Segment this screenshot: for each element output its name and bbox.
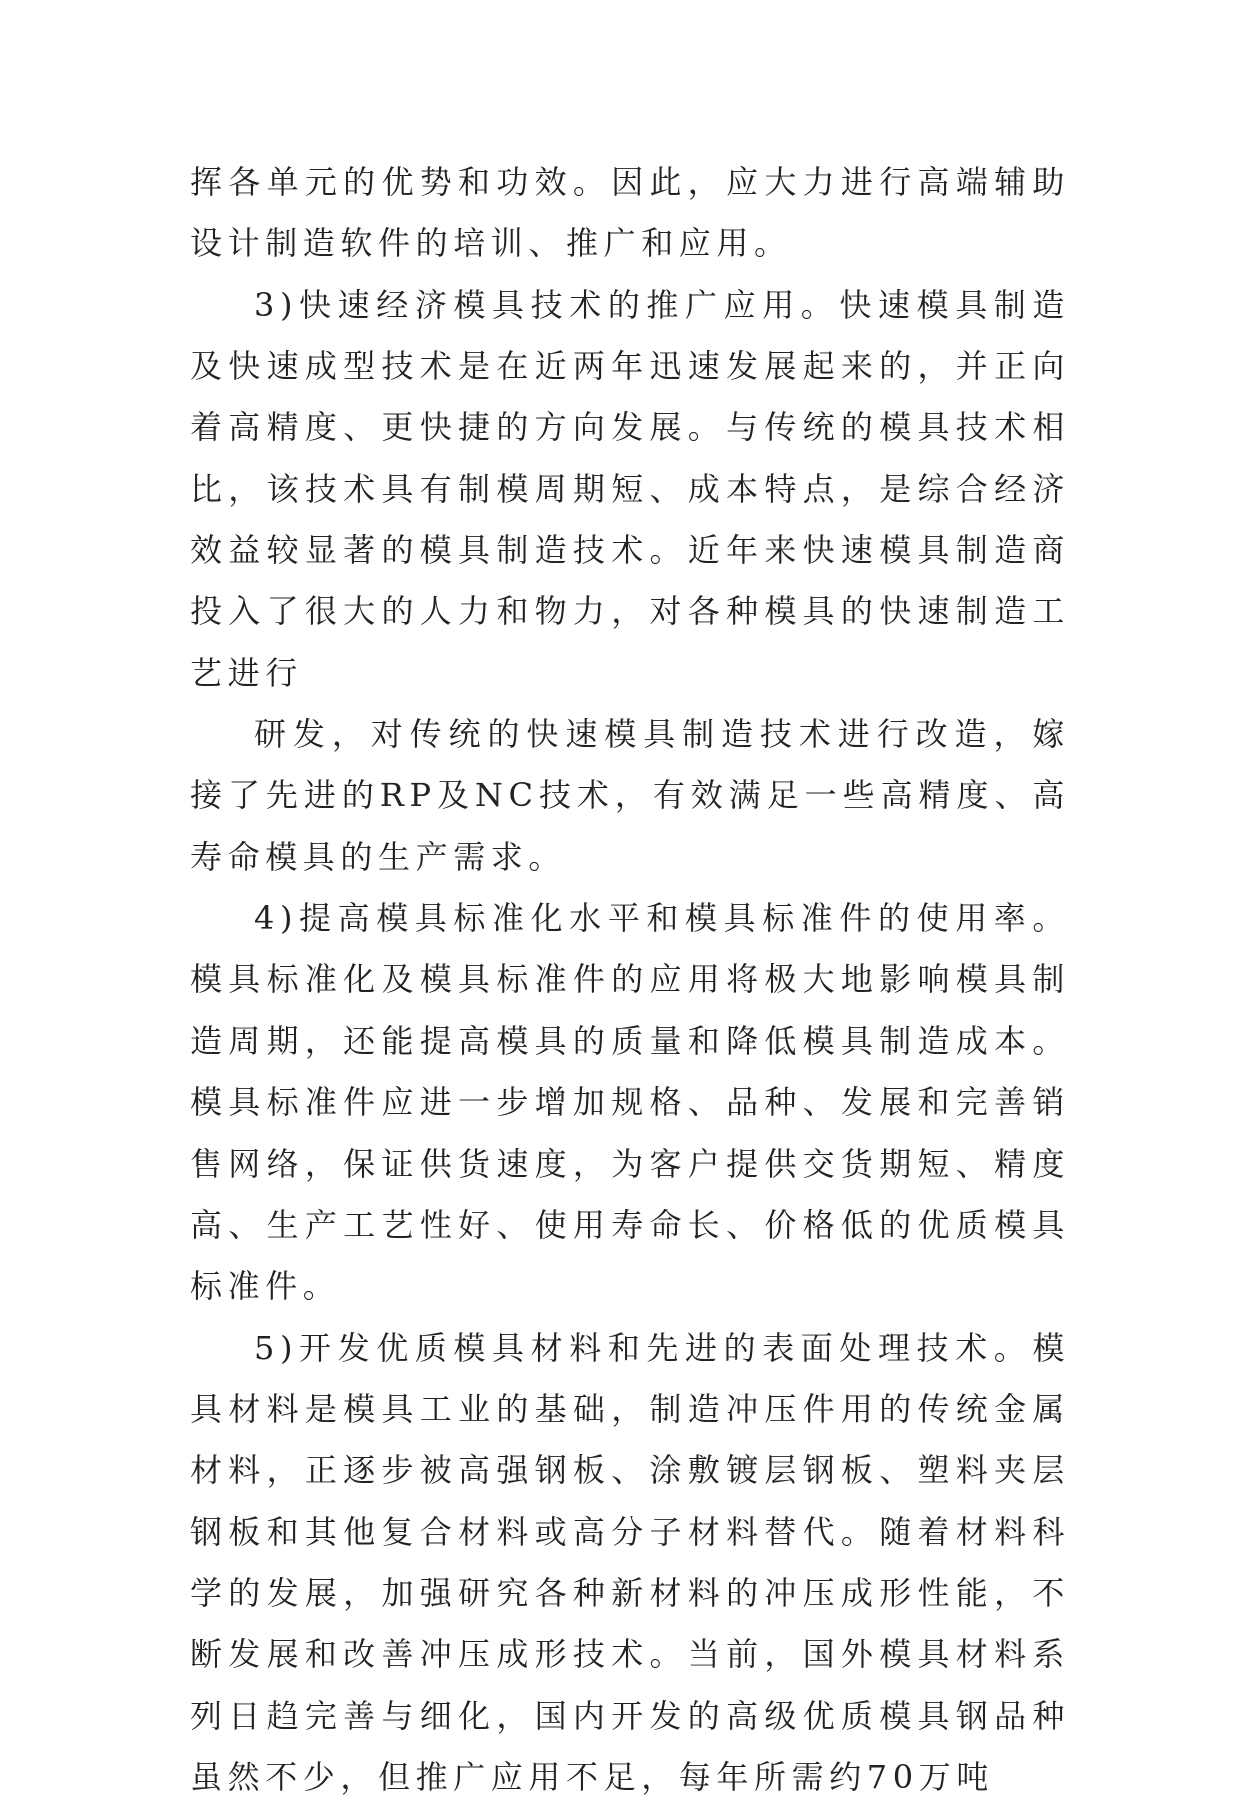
paragraph-4: 4)提高模具标准化水平和模具标准件的使用率。模具标准化及模具标准件的应用将极大地影响模具制造周期，还能提高模具的质量和降低模具制造成本。模具标准件应进一步增加规格、品种、发展和完善销售网络，保证供货速度，为客户提供交货期短、精度高、生产工艺性好、使用寿命长、价格低的优质模具标准件。 [190,899,1070,1306]
paragraph-1: 挥各单元的优势和功效。因此，应大力进行高端辅助设计制造软件的培训、推广和应用。 [190,163,1070,263]
paragraph-3: 研发，对传统的快速模具制造技术进行改造，嫁接了先进的RP及NC技术，有效满足一些高精度、高寿命模具的生产需求。 [190,715,1070,876]
paragraph-5: 5)开发优质模具材料和先进的表面处理技术。模具材料是模具工业的基础，制造冲压件用的传统金属材料，正逐步被高强钢板、涂敷镀层钢板、塑料夹层钢板和其他复合材料或高分子材料替代。随着材料科学的发展，加强研究各种新材料的冲压成形性能，不断发展和改善冲压成形技术。当前，国外模具材料系列日趋完善与细化，国内开发的高级优质模具钢品种虽然不少，但推广应用不足，每年所需约70万吨 [190,1328,1070,1796]
paragraph-2: 3)快速经济模具技术的推广应用。快速模具制造及快速成型技术是在近两年迅速发展起来的，并正向着高精度、更快捷的方向发展。与传统的模具技术相比，该技术具有制模周期短、成本特点，是综合经济效益较显著的模具制造技术。近年来快速模具制造商投入了很大的人力和物力，对各种模具的快速制造工艺进行 [190,285,1070,692]
document-body [190,152,1070,1808]
